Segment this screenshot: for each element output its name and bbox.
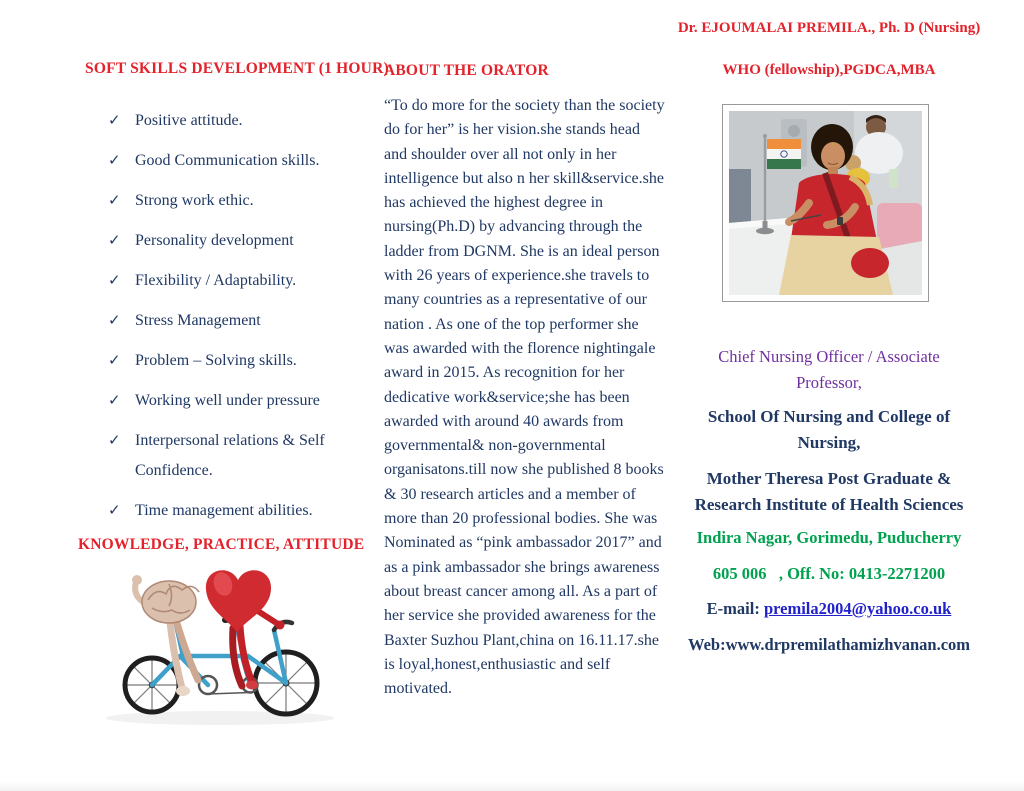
checklist-item-label: Problem – Solving skills. bbox=[135, 352, 297, 369]
portrait-photo bbox=[722, 104, 929, 302]
email-label: E-mail: bbox=[706, 599, 760, 618]
checklist-item bbox=[108, 146, 353, 176]
knowledge-practice-attitude-heading: KNOWLEDGE, PRACTICE, ATTITUDE bbox=[78, 536, 365, 553]
checklist-item-label: Working well under pressure bbox=[135, 392, 320, 409]
address-line: Indira Nagar, Gorimedu, Puducherry bbox=[696, 528, 962, 547]
checklist-item bbox=[108, 226, 353, 256]
checklist-item bbox=[108, 106, 353, 136]
brain-heart-tandem-bicycle-illustration bbox=[90, 558, 348, 733]
checkmark-icon: ✓ bbox=[108, 313, 121, 329]
checkmark-icon: ✓ bbox=[108, 273, 121, 289]
checklist-item bbox=[108, 346, 353, 376]
checkmark-icon: ✓ bbox=[108, 193, 121, 209]
checkmark-icon: ✓ bbox=[108, 353, 121, 369]
left-panel bbox=[60, 0, 389, 791]
soft-skills-checklist bbox=[108, 106, 353, 536]
doctor-name-title: Dr. EJOUMALAI PREMILA., Ph. D (Nursing) bbox=[677, 20, 981, 36]
checklist-item bbox=[108, 426, 353, 486]
checklist-item-label: Personality development bbox=[135, 232, 294, 249]
checklist-item-label: Flexibility / Adaptability. bbox=[135, 272, 297, 289]
job-role: Chief Nursing Officer / Associate Professor, bbox=[718, 347, 940, 392]
checklist-item bbox=[108, 496, 353, 526]
checklist-item-label: Stress Management bbox=[135, 312, 261, 329]
phone-line: 605 006 , Off. No: 0413-2271200 bbox=[712, 564, 946, 583]
email-line bbox=[664, 599, 994, 619]
doctor-credentials: WHO (fellowship),PGDCA,MBA bbox=[722, 62, 936, 78]
email-link[interactable]: premila2004@yahoo.co.uk bbox=[763, 599, 952, 618]
checklist-item-label: Good Communication skills. bbox=[135, 152, 320, 169]
checklist-item bbox=[108, 266, 353, 296]
checkmark-icon: ✓ bbox=[108, 433, 121, 449]
orator-paragraph: “To do more for the society than the society do for her” is her vision.she stands head and shoulder over all not only in her intelligence but also n her skill&service.she has achieved the highest degree in nursing(Ph.D) by advancing through the ladder from DGNM. She is an ideal person with 26 years of experience.she travels to many countries as a representative of our nation . As one of the top performer she was awarded with the florence nightingale award in 2015. As recognition for her dedicative work&service;she has been awarded with around 40 awards from governmental& non-governmental organisatons.till now she published 8 books & 30 research articles and a member of more than 20 professional bodies. She was Nominated as “pink ambassador 2017” and as a pink ambassador she brings awareness about breast cancer among all. As a part of her service she provided awareness for the Baxter Suzhou Plant,china on 16.11.17.she is loyal,honest,enthusiastic and self motivated. bbox=[384, 97, 665, 698]
checklist-item bbox=[108, 186, 353, 216]
checkmark-icon: ✓ bbox=[108, 113, 121, 129]
institution-research: Mother Theresa Post Graduate & Research Institute of Health Sciences bbox=[694, 469, 964, 514]
website-line: Web:www.drpremilathamizhvanan.com bbox=[687, 635, 971, 654]
about-orator-heading: ABOUT THE ORATOR bbox=[384, 62, 549, 79]
left-panel-heading: SOFT SKILLS DEVELOPMENT (1 HOUR) bbox=[85, 60, 389, 77]
checklist-item-label: Strong work ethic. bbox=[135, 192, 254, 209]
checklist-item-label: Time management abilities. bbox=[135, 502, 313, 519]
checklist-item-label: Positive attitude. bbox=[135, 112, 243, 129]
about-orator-panel bbox=[384, 62, 666, 701]
checkmark-icon: ✓ bbox=[108, 153, 121, 169]
checkmark-icon: ✓ bbox=[108, 503, 121, 519]
checkmark-icon: ✓ bbox=[108, 233, 121, 249]
checkmark-icon: ✓ bbox=[108, 393, 121, 409]
right-panel bbox=[664, 0, 994, 791]
checklist-item-label: Interpersonal relations & Self Confidence. bbox=[135, 432, 325, 479]
portrait-photo-art bbox=[729, 111, 922, 295]
checklist-item bbox=[108, 386, 353, 416]
checklist-item bbox=[108, 306, 353, 336]
institution-school: School Of Nursing and College of Nursing, bbox=[707, 407, 951, 452]
scan-edge-artifact bbox=[0, 781, 1024, 791]
